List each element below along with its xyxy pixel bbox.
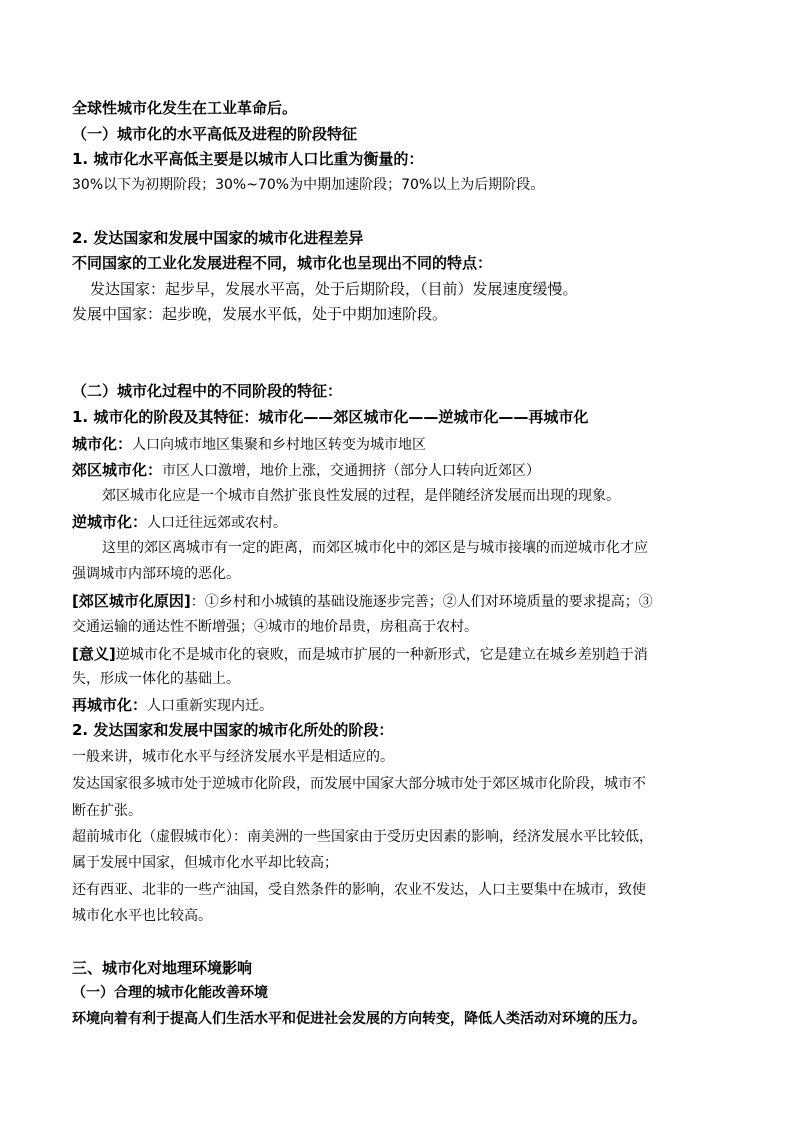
paragraph-bold: 环境向着有利于提高人们生活水平和促进社会发展的方向转变，降低人类活动对环境的压力。	[72, 1011, 646, 1027]
term-text: 逆城市化不是城市化的衰败，而是城市扩展的一种新形式，它是建立在城乡差别趋于消	[115, 647, 648, 663]
term-label: 郊区城市化：	[72, 461, 163, 479]
paragraph: 还有西亚、北非的一些产油国，受自然条件的影响，农业不发达，人口主要集中在城市，致使	[72, 882, 646, 898]
paragraph: 发展中国家：起步晚，发展水平低，处于中期加速阶段。	[72, 305, 448, 323]
section-heading: （二）城市化过程中的不同阶段的特征：	[72, 382, 343, 400]
term-label: [意义]	[72, 645, 116, 663]
paragraph: 城市化水平也比较高。	[72, 908, 212, 924]
subheading: 2. 发达国家和发展中国家的城市化进程差异	[72, 229, 364, 247]
definition-reurbanization	[72, 697, 273, 713]
definition-counterurbanization	[72, 514, 287, 530]
definition-urbanization	[72, 436, 426, 452]
subheading: （一）合理的城市化能改善环境	[72, 985, 268, 1001]
meaning-paragraph	[72, 646, 648, 662]
term-text: 市区人口激增，地价上涨，交通拥挤（部分人口转向近郊区）	[162, 463, 541, 479]
paragraph: 一般来讲，城市化水平与经济发展水平是相适应的。	[72, 749, 394, 765]
term-label: 逆城市化：	[72, 513, 148, 531]
paragraph: 30%以下为初期阶段；30%~70%为中期加速阶段；70%以上为后期阶段。	[72, 177, 545, 193]
paragraph: 发达国家很多城市处于逆城市化阶段，而发展中国家大部分城市处于郊区城市化阶段，城市不	[72, 776, 646, 792]
definition-suburbanization	[72, 462, 540, 478]
term-text: 人口重新实现内迁。	[147, 698, 274, 714]
paragraph: 失，形成一体化的基础上。	[72, 671, 240, 687]
paragraph: 交通运输的通达性不断增强；④城市的地价昂贵，房租高于农村。	[72, 619, 478, 635]
paragraph: 这里的郊区离城市有一定的距离，而郊区城市化中的郊区是与城市接壤的而逆城市化才应	[102, 540, 648, 556]
paragraph: 发达国家：起步早，发展水平高，处于后期阶段，（目前）发展速度缓慢。	[90, 280, 578, 298]
term-label: 再城市化：	[72, 696, 148, 714]
section-heading: 三、城市化对地理环境影响	[72, 959, 253, 977]
term-label: 城市化：	[72, 435, 133, 453]
paragraph-bold: 不同国家的工业化发展进程不同，城市化也呈现出不同的特点：	[72, 254, 493, 272]
subheading: 1. 城市化的阶段及其特征：城市化——郊区城市化——逆城市化——再城市化	[72, 408, 589, 426]
paragraph: 属于发展中国家，但城市化水平却比较高；	[72, 855, 338, 871]
paragraph: 超前城市化（虚假城市化）：南美洲的一些国家由于受历史因素的影响，经济发展水平比较低，	[72, 829, 653, 845]
paragraph: 郊区城市化应是一个城市自然扩张良性发展的过程，是伴随经济发展而出现的现象。	[102, 488, 620, 504]
term-text: 人口迁往远郊或农村。	[147, 515, 288, 531]
reasons-paragraph	[72, 593, 653, 609]
subheading: 1. 城市化水平高低主要是以城市人口比重为衡量的：	[72, 150, 424, 168]
term-text: ：①乡村和小城镇的基础设施逐步完善；②人们对环境质量的要求提高；③	[190, 594, 653, 610]
term-text: 人口向城市地区集聚和乡村地区转变为城市地区	[132, 437, 427, 453]
intro-line: 全球性城市化发生在工业革命后。	[72, 99, 298, 117]
subheading: 2. 发达国家和发展中国家的城市化所处的阶段：	[72, 721, 394, 739]
paragraph: 断在扩张。	[72, 803, 142, 819]
paragraph: 强调城市内部环境的恶化。	[72, 566, 240, 582]
section-heading: （一）城市化的水平高低及进程的阶段特征	[72, 125, 358, 143]
term-label: [郊区城市化原因]	[72, 592, 191, 610]
